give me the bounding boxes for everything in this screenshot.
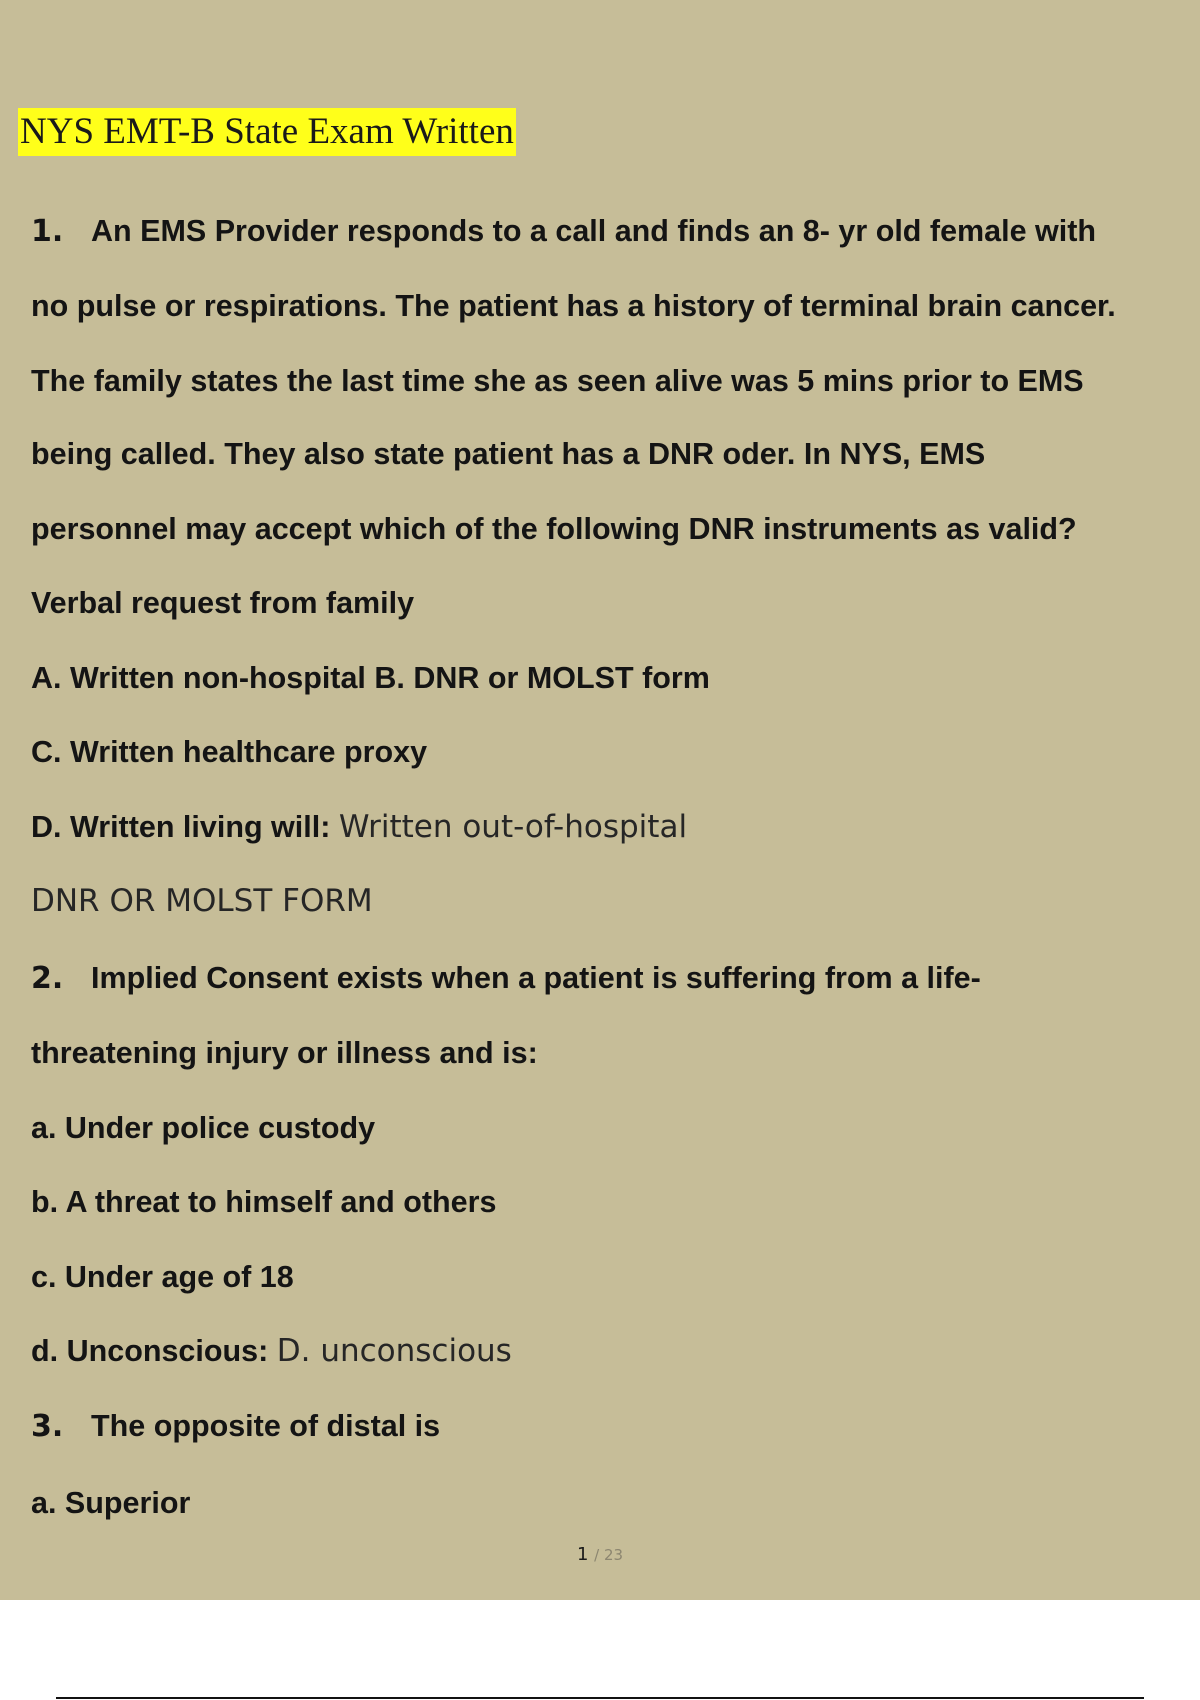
question-2-option-c: c. Under age of 18: [31, 1260, 294, 1294]
question-1-answer: Written out-of-hospital: [338, 809, 688, 845]
question-2-text-line-1: Implied Consent exists when a patient is suffering from a life-: [91, 961, 981, 995]
document-title: NYS EMT-B State Exam Written: [18, 108, 516, 156]
question-2-option-d-line: [31, 1331, 512, 1371]
question-1-line-6: Verbal request from family: [31, 586, 415, 620]
question-3-line-1: [31, 1406, 440, 1446]
page-bottom-rule: [56, 1697, 1144, 1699]
question-2-number: 2.: [31, 961, 64, 996]
question-2-option-b: b. A threat to himself and others: [31, 1185, 497, 1219]
page-total: / 23: [594, 1546, 624, 1564]
question-1-option-c: C. Written healthcare proxy: [31, 735, 428, 769]
question-3-option-a: a. Superior: [31, 1486, 191, 1520]
question-1-text-line-1: An EMS Provider responds to a call and finds an 8- yr old female with: [91, 214, 1097, 248]
page-current: 1: [576, 1544, 589, 1565]
question-1-answer-continued: DNR OR MOLST FORM: [31, 883, 373, 919]
question-1-option-d-line: [31, 807, 687, 847]
question-1-line-2: no pulse or respirations. The patient has a history of terminal brain cancer.: [31, 289, 1116, 323]
question-1-line-1: [31, 211, 1096, 251]
question-1-option-d: D. Written living will:: [31, 810, 331, 844]
question-2-option-a: a. Under police custody: [31, 1111, 376, 1145]
question-2-option-d: d. Unconscious:: [31, 1334, 269, 1368]
question-1-line-4: being called. They also state patient has a DNR oder. In NYS, EMS: [31, 437, 986, 471]
question-1-line-5: personnel may accept which of the following DNR instruments as valid?: [31, 512, 1077, 546]
page-indicator: [0, 1543, 1200, 1567]
question-2-line-2: threatening injury or illness and is:: [31, 1036, 538, 1070]
question-2-answer: D. unconscious: [276, 1333, 512, 1369]
question-3-number: 3.: [31, 1409, 64, 1444]
question-3-text-line-1: The opposite of distal is: [91, 1409, 441, 1443]
question-1-line-3: The family states the last time she as seen alive was 5 mins prior to EMS: [31, 364, 1084, 398]
question-2-line-1: [31, 958, 981, 998]
question-1-number: 1.: [31, 214, 64, 249]
question-1-option-a: A. Written non-hospital B. DNR or MOLST form: [31, 661, 710, 695]
